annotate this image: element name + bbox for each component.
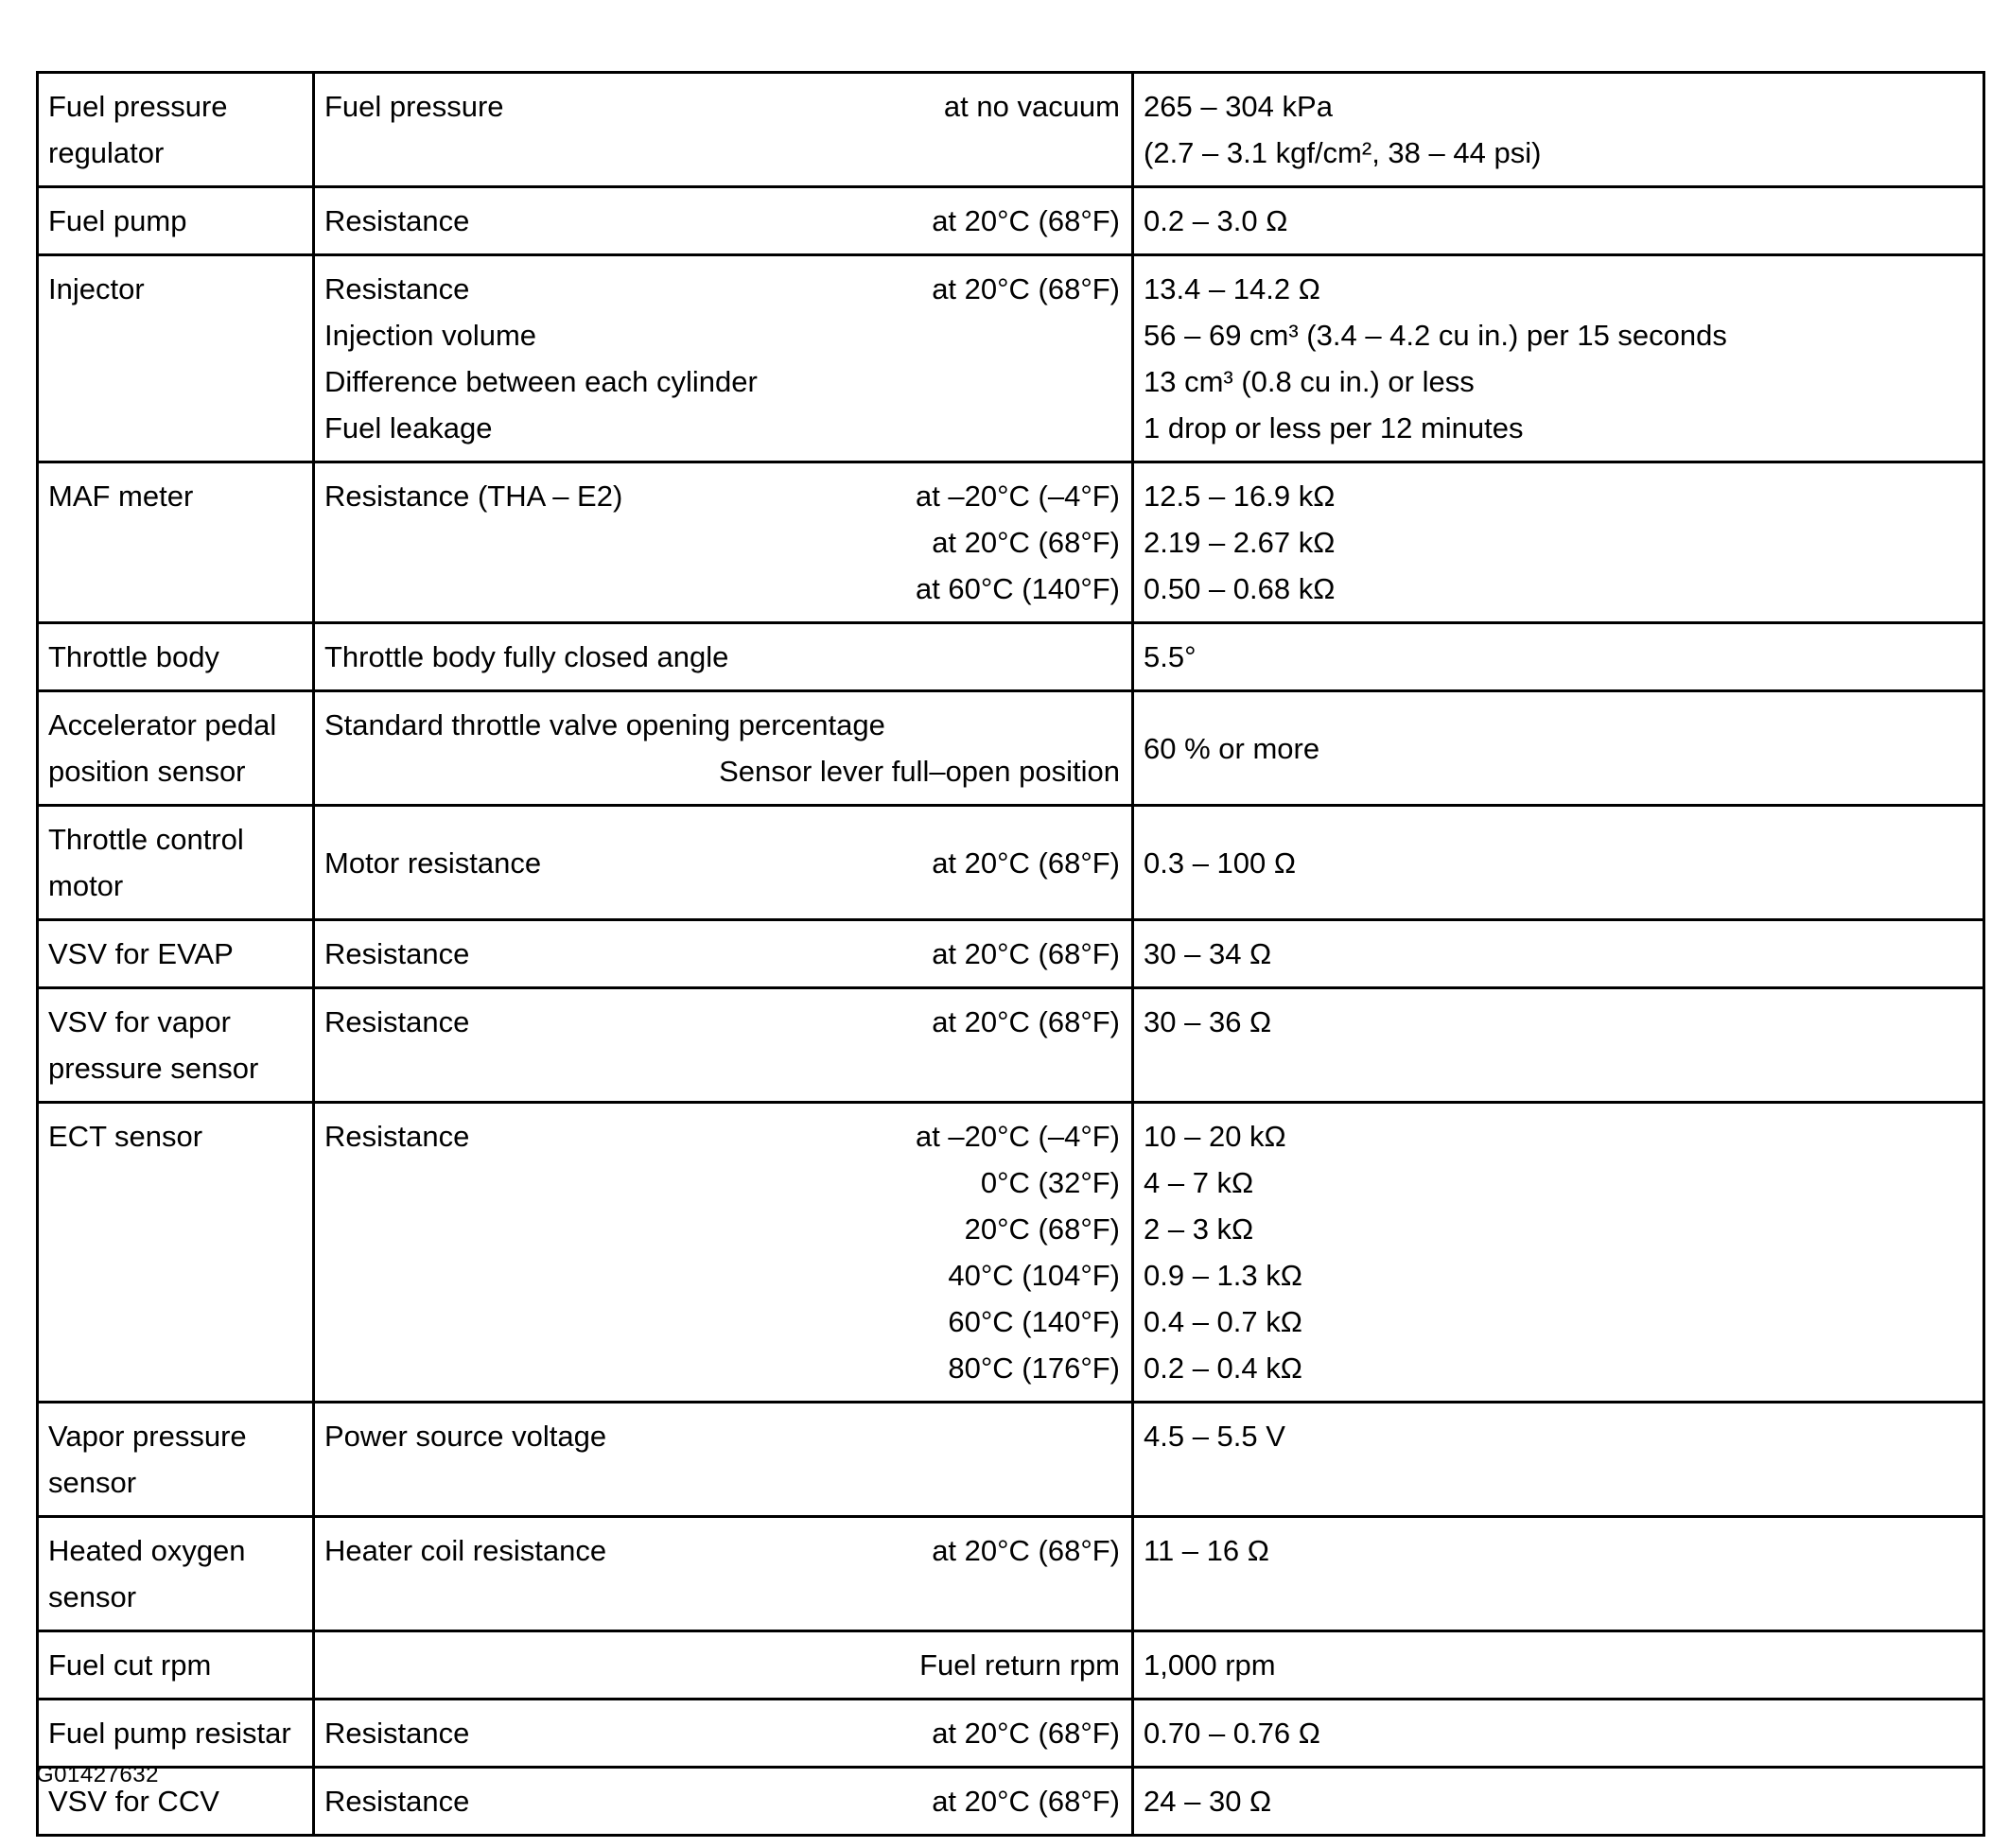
value-cell xyxy=(1133,1103,1984,1403)
item-cell xyxy=(314,1517,1133,1631)
item-line xyxy=(324,405,1120,451)
item-label: Heater coil resistance xyxy=(324,1534,607,1567)
spec-value: 0.50 – 0.68 kΩ xyxy=(1144,572,1336,605)
component-name: VSV for EVAP xyxy=(48,937,234,970)
component-cell xyxy=(38,1700,314,1768)
item-line xyxy=(324,312,1120,358)
item-line xyxy=(324,1642,1120,1688)
item-condition xyxy=(1109,312,1120,358)
spec-value: 4 – 7 kΩ xyxy=(1144,1166,1254,1199)
item-label: Power source voltage xyxy=(324,1420,607,1453)
item-label: Fuel pressure xyxy=(324,90,504,123)
spec-value: 0.3 – 100 Ω xyxy=(1144,846,1297,880)
item-label: Motor resistance xyxy=(324,846,542,880)
table-row xyxy=(38,255,1984,462)
item-line xyxy=(324,1252,1120,1299)
item-label: Resistance xyxy=(324,937,470,970)
specification-table xyxy=(36,71,1985,1837)
figure-code: G01427632 xyxy=(36,1762,159,1787)
item-condition: at 20°C (68°F) xyxy=(932,1717,1120,1750)
spec-value: 2.19 – 2.67 kΩ xyxy=(1144,526,1336,559)
value-cell xyxy=(1133,1700,1984,1768)
item-condition: at 20°C (68°F) xyxy=(932,1785,1120,1818)
item-condition: at 20°C (68°F) xyxy=(932,937,1120,970)
value-cell xyxy=(1133,1631,1984,1700)
table-row xyxy=(38,623,1984,691)
item-condition xyxy=(1109,358,1120,405)
spec-value: 11 – 16 Ω xyxy=(1144,1534,1269,1567)
item-condition xyxy=(1109,702,1120,748)
item-condition: at 20°C (68°F) xyxy=(932,272,1120,305)
item-label: Injection volume xyxy=(324,319,537,352)
component-name: Heated oxygen sensor xyxy=(48,1534,246,1613)
value-cell xyxy=(1133,255,1984,462)
item-line xyxy=(324,634,1120,680)
item-cell xyxy=(314,1103,1133,1403)
component-name: Throttle control motor xyxy=(48,823,244,902)
table-row xyxy=(38,691,1984,806)
item-cell xyxy=(314,920,1133,988)
item-cell xyxy=(314,187,1133,255)
item-line xyxy=(324,1345,1120,1391)
spec-value: 30 – 34 Ω xyxy=(1144,937,1272,970)
table-row xyxy=(38,806,1984,920)
item-line xyxy=(324,1413,1120,1459)
spec-value: 265 – 304 kPa xyxy=(1144,90,1333,123)
item-label: Fuel leakage xyxy=(324,411,493,445)
component-cell xyxy=(38,73,314,187)
spec-value: 0.9 – 1.3 kΩ xyxy=(1144,1259,1302,1292)
value-cell xyxy=(1133,691,1984,806)
item-condition: 40°C (104°F) xyxy=(948,1259,1120,1292)
item-line xyxy=(324,266,1120,312)
component-cell xyxy=(38,920,314,988)
item-cell xyxy=(314,1403,1133,1517)
item-line xyxy=(324,473,1120,519)
item-condition: 60°C (140°F) xyxy=(948,1305,1120,1338)
item-label: Resistance xyxy=(324,204,470,237)
spec-value: 4.5 – 5.5 V xyxy=(1144,1420,1285,1453)
table-row xyxy=(38,187,1984,255)
value-cell xyxy=(1133,920,1984,988)
item-cell xyxy=(314,1631,1133,1700)
item-cell xyxy=(314,255,1133,462)
item-line xyxy=(324,1299,1120,1345)
spec-value: 56 – 69 cm³ (3.4 – 4.2 cu in.) per 15 seconds xyxy=(1144,319,1727,352)
table-row xyxy=(38,1768,1984,1836)
spec-value: 13.4 – 14.2 Ω xyxy=(1144,272,1320,305)
item-cell xyxy=(314,691,1133,806)
component-cell xyxy=(38,1403,314,1517)
value-cell xyxy=(1133,1403,1984,1517)
value-cell xyxy=(1133,623,1984,691)
component-cell xyxy=(38,988,314,1103)
item-line xyxy=(324,999,1120,1045)
item-condition: at 20°C (68°F) xyxy=(932,846,1120,880)
item-cell xyxy=(314,462,1133,623)
item-line xyxy=(324,748,1120,794)
component-name: ECT sensor xyxy=(48,1120,203,1153)
item-condition: Fuel return rpm xyxy=(919,1648,1120,1682)
value-cell xyxy=(1133,806,1984,920)
table-row xyxy=(38,1700,1984,1768)
table-row xyxy=(38,1403,1984,1517)
spec-value: 2 – 3 kΩ xyxy=(1144,1212,1254,1246)
item-line xyxy=(324,1159,1120,1206)
item-line xyxy=(324,1113,1120,1159)
table-row xyxy=(38,1103,1984,1403)
value-cell xyxy=(1133,1517,1984,1631)
component-cell xyxy=(38,187,314,255)
item-cell xyxy=(314,988,1133,1103)
component-cell xyxy=(38,255,314,462)
table-row xyxy=(38,1517,1984,1631)
value-cell xyxy=(1133,988,1984,1103)
value-cell xyxy=(1133,462,1984,623)
item-label: Resistance xyxy=(324,1005,470,1038)
item-condition: 20°C (68°F) xyxy=(964,1212,1120,1246)
item-condition: at 20°C (68°F) xyxy=(932,1005,1120,1038)
specification-table-body xyxy=(38,73,1984,1836)
item-condition: Sensor lever full–open position xyxy=(719,755,1120,788)
spec-value: 10 – 20 kΩ xyxy=(1144,1120,1286,1153)
component-name: Fuel cut rpm xyxy=(48,1648,212,1682)
spec-value: 1 drop or less per 12 minutes xyxy=(1144,411,1524,445)
item-condition: at 20°C (68°F) xyxy=(932,526,1120,559)
item-cell xyxy=(314,1768,1133,1836)
spec-value: 0.70 – 0.76 Ω xyxy=(1144,1717,1320,1750)
item-line xyxy=(324,1206,1120,1252)
component-cell xyxy=(38,691,314,806)
item-label: Difference between each cylinder xyxy=(324,365,758,398)
item-condition xyxy=(1109,1413,1120,1459)
item-line xyxy=(324,83,1120,130)
component-name: Injector xyxy=(48,272,145,305)
spec-value: 0.2 – 3.0 Ω xyxy=(1144,204,1288,237)
spec-value: 5.5° xyxy=(1144,640,1197,673)
item-condition: at 20°C (68°F) xyxy=(932,204,1120,237)
component-cell xyxy=(38,1103,314,1403)
item-condition: 0°C (32°F) xyxy=(980,1166,1120,1199)
spec-value: 0.4 – 0.7 kΩ xyxy=(1144,1305,1302,1338)
spec-value: 0.2 – 0.4 kΩ xyxy=(1144,1351,1302,1385)
item-line xyxy=(324,198,1120,244)
component-cell xyxy=(38,1631,314,1700)
item-label: Resistance xyxy=(324,1717,470,1750)
table-row xyxy=(38,988,1984,1103)
item-condition: at no vacuum xyxy=(943,90,1120,123)
component-name: Vapor pressure sensor xyxy=(48,1420,247,1499)
spec-value: 13 cm³ (0.8 cu in.) or less xyxy=(1144,365,1475,398)
item-line xyxy=(324,1778,1120,1824)
item-label: Standard throttle valve opening percentage xyxy=(324,708,885,741)
item-condition xyxy=(1109,405,1120,451)
item-condition: at 60°C (140°F) xyxy=(915,572,1120,605)
component-name: Fuel pressure regulator xyxy=(48,90,228,169)
value-cell xyxy=(1133,1768,1984,1836)
spec-value: 30 – 36 Ω xyxy=(1144,1005,1272,1038)
item-line xyxy=(324,702,1120,748)
item-line xyxy=(324,519,1120,566)
spec-value: (2.7 – 3.1 kgf/cm², 38 – 44 psi) xyxy=(1144,136,1542,169)
component-name: Fuel pump xyxy=(48,204,187,237)
item-cell xyxy=(314,623,1133,691)
table-row xyxy=(38,1631,1984,1700)
item-condition xyxy=(1109,634,1120,680)
item-cell xyxy=(314,73,1133,187)
table-row xyxy=(38,920,1984,988)
item-label: Resistance (THA – E2) xyxy=(324,479,623,513)
spec-value: 60 % or more xyxy=(1144,731,1320,765)
item-label: Throttle body fully closed angle xyxy=(324,640,729,673)
item-condition: at 20°C (68°F) xyxy=(932,1534,1120,1567)
value-cell xyxy=(1133,73,1984,187)
component-cell xyxy=(38,462,314,623)
item-label: Resistance xyxy=(324,1120,470,1153)
component-name: Throttle body xyxy=(48,640,219,673)
item-condition: at –20°C (–4°F) xyxy=(915,479,1120,513)
table-row xyxy=(38,462,1984,623)
item-line xyxy=(324,1527,1120,1574)
item-label: Resistance xyxy=(324,272,470,305)
component-cell xyxy=(38,806,314,920)
component-name: VSV for CCV xyxy=(48,1785,219,1818)
component-name: Fuel pump resistar xyxy=(48,1717,291,1750)
item-condition: 80°C (176°F) xyxy=(948,1351,1120,1385)
component-name: Accelerator pedal position sensor xyxy=(48,708,277,788)
item-line xyxy=(324,931,1120,977)
component-name: VSV for vapor pressure sensor xyxy=(48,1005,259,1085)
value-cell xyxy=(1133,187,1984,255)
table-row xyxy=(38,73,1984,187)
item-label: Resistance xyxy=(324,1785,470,1818)
component-cell xyxy=(38,1517,314,1631)
item-line xyxy=(324,1710,1120,1756)
item-cell xyxy=(314,806,1133,920)
item-condition: at –20°C (–4°F) xyxy=(915,1120,1120,1153)
item-cell xyxy=(314,1700,1133,1768)
spec-value: 1,000 rpm xyxy=(1144,1648,1276,1682)
item-line xyxy=(324,358,1120,405)
item-line xyxy=(324,840,1120,886)
spec-value: 12.5 – 16.9 kΩ xyxy=(1144,479,1336,513)
component-name: MAF meter xyxy=(48,479,194,513)
spec-value: 24 – 30 Ω xyxy=(1144,1785,1272,1818)
item-line xyxy=(324,566,1120,612)
component-cell xyxy=(38,623,314,691)
